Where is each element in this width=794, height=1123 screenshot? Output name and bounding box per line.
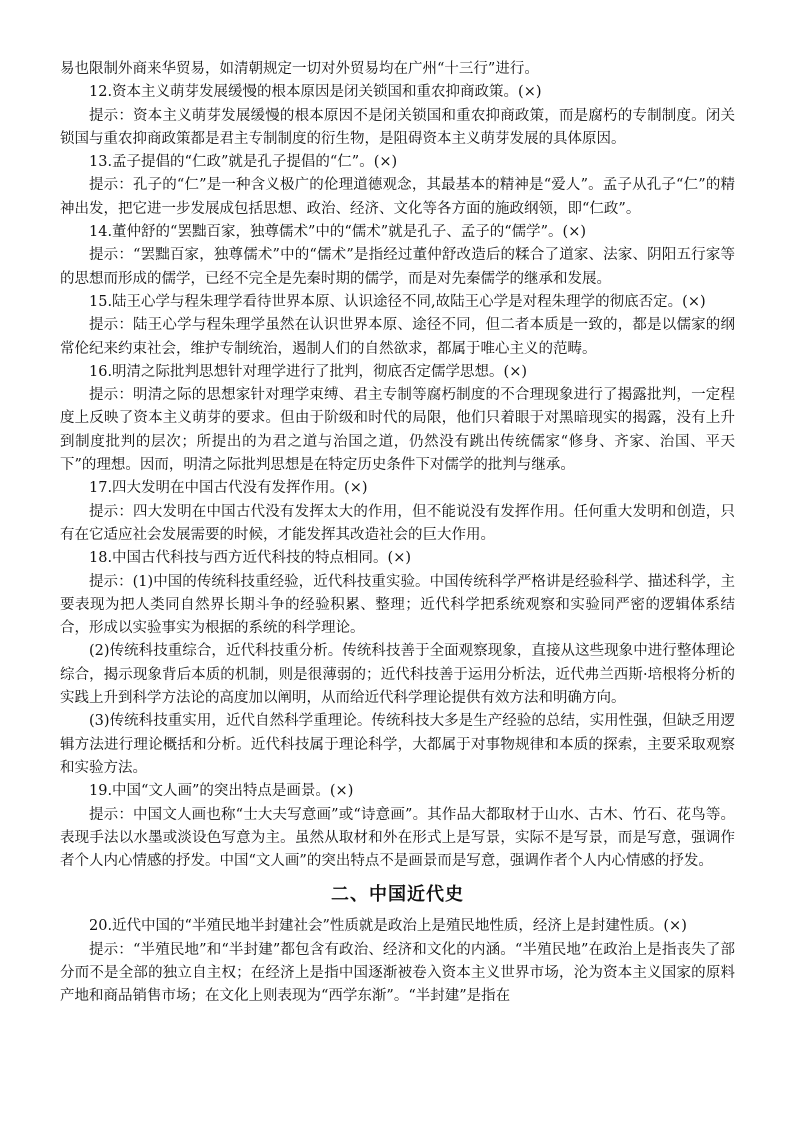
question-15: 15.陆王心学与程朱理学看待世界本原、认识途径不同,故陆王心学是对程朱理学的彻底否定。(×) bbox=[89, 293, 706, 310]
question-19: 19.中国“文人画”的突出特点是画景。(×) bbox=[89, 783, 354, 800]
hint-18-part-3: (3)传统科技重实用，近代自然科学重理论。传统科技大多是生产经验的总结，实用性强，但缺乏用逻辑方法进行理论概括和分析。近代科技属于理论科学，大都属于对事物规律和本质的探索，主要采取观察和实验方法。 bbox=[60, 713, 735, 776]
hint-12: 提示：资本主义萌芽发展缓慢的根本原因不是闭关锁国和重农抑商政策，而是腐朽的专制制度。闭关锁国与重农抑商政策都是君主专制制度的衍生物，是阻碍资本主义萌芽发展的具体原因。 bbox=[60, 107, 735, 147]
question-13: 13.孟子提倡的“仁政”就是孔子提倡的“仁”。(×) bbox=[89, 154, 398, 171]
hint-15: 提示：陆王心学与程朱理学虽然在认识世界本原、途径不同，但二者本质是一致的，都是以儒家的纲常伦纪来约束社会，维护专制统治，遏制人们的自然欲求，都属于唯心主义的范畴。 bbox=[60, 317, 735, 357]
hint-17: 提示：四大发明在中国古代没有发挥太大的作用，但不能说没有发挥作用。任何重大发明和创造，只有在它适应社会发展需要的时候，才能发挥其改造社会的巨大作用。 bbox=[60, 503, 735, 543]
hint-18-part-2: (2)传统科技重综合，近代科技重分析。传统科技善于全面观察现象，直接从这些现象中进行整体理论综合，揭示现象背后本质的机制，则是很薄弱的；近代科技善于运用分析法，近代弗兰西斯·培根将分析的实践上升到科学方法论的高度加以阐明，从而给近代科学理论提供有效方法和明确方向。 bbox=[60, 643, 735, 707]
hint-20: 提示：“半殖民地”和“半封建”都包含有政治、经济和文化的内涵。“半殖民地”在政治上是指丧失了部分而不是全部的独立自主权；在经济上是指中国逐渐被卷入资本主义世界市场，沦为资本主义国家的原料产地和商品销售市场；在文化上则表现为“西学东渐”。“半封建”是指在 bbox=[60, 941, 735, 1005]
hint-14: 提示：“罢黜百家，独尊儒术”中的“儒术”是指经过董仲舒改造后的糅合了道家、法家、阴阳五行家等的思想而形成的儒学，已经不完全是先秦时期的儒学，而是对先秦儒学的继承和发展。 bbox=[60, 247, 735, 287]
hint-13: 提示：孔子的“仁”是一种含义极广的伦理道德观念，其最基本的精神是“爱人”。孟子从孔子“仁”的精神出发，把它进一步发展成包括思想、政治、经济、文化等各方面的施政纲领，即“仁政”。 bbox=[60, 177, 735, 217]
question-17: 17.四大发明在中国古代没有发挥作用。(×) bbox=[89, 480, 368, 497]
question-12: 12.资本主义萌芽发展缓慢的根本原因是闭关锁国和重农抑商政策。(×) bbox=[89, 84, 542, 101]
hint-18-part-1: 提示：(1)中国的传统科技重经验，近代科技重实验。中国传统科学严格讲是经验科学、描述科学，主要表现为把人类同自然界长期斗争的经验积累、整理；近代科学把系统观察和实验同严密的逻辑体系结合，形成以实验事实为根据的系统的科学理论。 bbox=[60, 573, 735, 637]
paragraph: 易也限制外商来华贸易，如清朝规定一切对外贸易均在广州“十三行”进行。 bbox=[60, 61, 539, 77]
hint-16: 提示：明清之际的思想家针对理学束缚、君主专制等腐朽制度的不合理现象进行了揭露批判，一定程度上反映了资本主义萌芽的要求。但由于阶级和时代的局限，他们只着眼于对黑暗现实的揭露，没有上升到制度批判的层次；所提出的为君之道与治国之道，仍然没有跳出传统儒家“修身、齐家、治国、平天下”的理想。因而，明清之际批判思想是在特定历史条件下对儒学的批判与继承。 bbox=[60, 387, 735, 474]
question-14: 14.董仲舒的“罢黜百家，独尊儒术”中的“儒术”就是孔子、孟子的“儒学”。(×) bbox=[89, 224, 586, 241]
document-page bbox=[60, 58, 735, 1009]
question-16: 16.明清之际批判思想针对理学进行了批判，彻底否定儒学思想。(×) bbox=[89, 363, 528, 380]
question-18: 18.中国古代科技与西方近代科技的特点相同。(×) bbox=[89, 550, 412, 567]
question-20: 20.近代中国的“半殖民地半封建社会”性质就是政治上是殖民地性质，经济上是封建性质。(×) bbox=[89, 918, 687, 935]
section-title: 二、中国近代史 bbox=[331, 884, 464, 906]
hint-19: 提示：中国文人画也称“士大夫写意画”或“诗意画”。其作品大都取材于山水、古木、竹石、花鸟等。表现手法以水墨或淡设色写意为主。虽然从取材和外在形式上是写景，实际不是写景，而是写意，强调作者个人内心情感的抒发。中国“文人画”的突出特点不是画景而是写意，强调作者个人内心情感的抒发。 bbox=[60, 806, 735, 870]
